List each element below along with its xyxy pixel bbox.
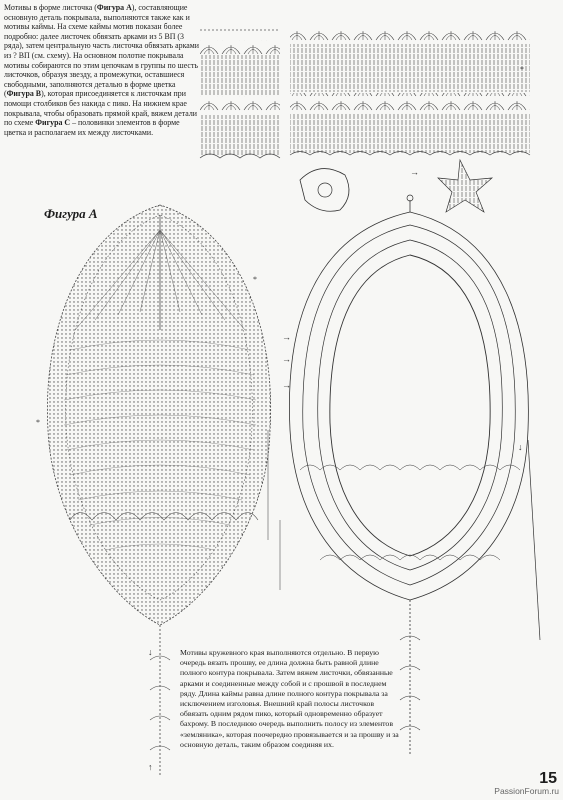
border-chart-right bbox=[290, 28, 530, 212]
page-number: 15 bbox=[539, 770, 557, 787]
svg-text:↑: ↑ bbox=[148, 762, 153, 772]
instr-part-1: Мотивы в форме листочка ( bbox=[4, 3, 97, 12]
figure-a-label: Фигура А bbox=[44, 206, 98, 221]
svg-text:*: * bbox=[520, 65, 524, 74]
instr-part-4: – половинки элементов в форме цветка и располагаем их между листочками. bbox=[4, 118, 180, 137]
instr-part-3: ), которая присоединяется к листочкам при помощи столбиков без накида с пико. На нижнем крае покрывала, чтобы образовать прямой край, вяжем детали по схеме bbox=[4, 89, 197, 128]
fig-b-ref: Фигура В bbox=[6, 89, 42, 99]
instr-part-2: ), составляющие основную деталь покрывала, выполняются также как и мотивы каймы. На схеме каймы мотив показан более подробно: далее листочек обвязать арками из 5 ВП (3 ряда), затем центральную часть листочка обвязать арками из ? ВП (см. схему). На основном полотне покрывала мотивы собираются по этим цепочкам в группы по шесть листочков, образуя звезду, а промежутки, оставшиеся свободными, заполняются деталью в форме цветка ( bbox=[4, 3, 199, 99]
svg-text:↓: ↓ bbox=[148, 647, 153, 657]
svg-text:→: → bbox=[410, 167, 419, 177]
border-chart-left bbox=[200, 30, 280, 158]
svg-text:*: * bbox=[36, 418, 40, 427]
svg-text:→: → bbox=[282, 332, 291, 342]
fig-c-ref: Фигура С bbox=[35, 118, 71, 128]
svg-text:→: → bbox=[282, 380, 291, 390]
fig-a-ref: Фигура А bbox=[96, 3, 132, 12]
instructions-bottom: Мотивы кружевного края выполняются отдельно. В первую очередь вязать прошву, ее длина должна быть равной длине полного контура покрывала. Затем вяжем листочки, обвязанные арками и соединенные между собой и с прошвой в последнем ряду. Длина каймы равна длине полного контура покрывала за исключением изголовья. Внешний край полосы листочков обвязать одним рядом пико, который одновременно образует бахрому. В последнюю очередь выполнить полосу из элементов «земляника», которая поочередно провязывается и за прошву и за основную деталь, таким образом соединяя их. bbox=[180, 648, 399, 749]
watermark: PassionForum.ru bbox=[494, 786, 559, 796]
svg-text:→: → bbox=[282, 354, 291, 364]
svg-text:↓: ↓ bbox=[518, 442, 523, 452]
svg-text:*: * bbox=[253, 275, 257, 284]
